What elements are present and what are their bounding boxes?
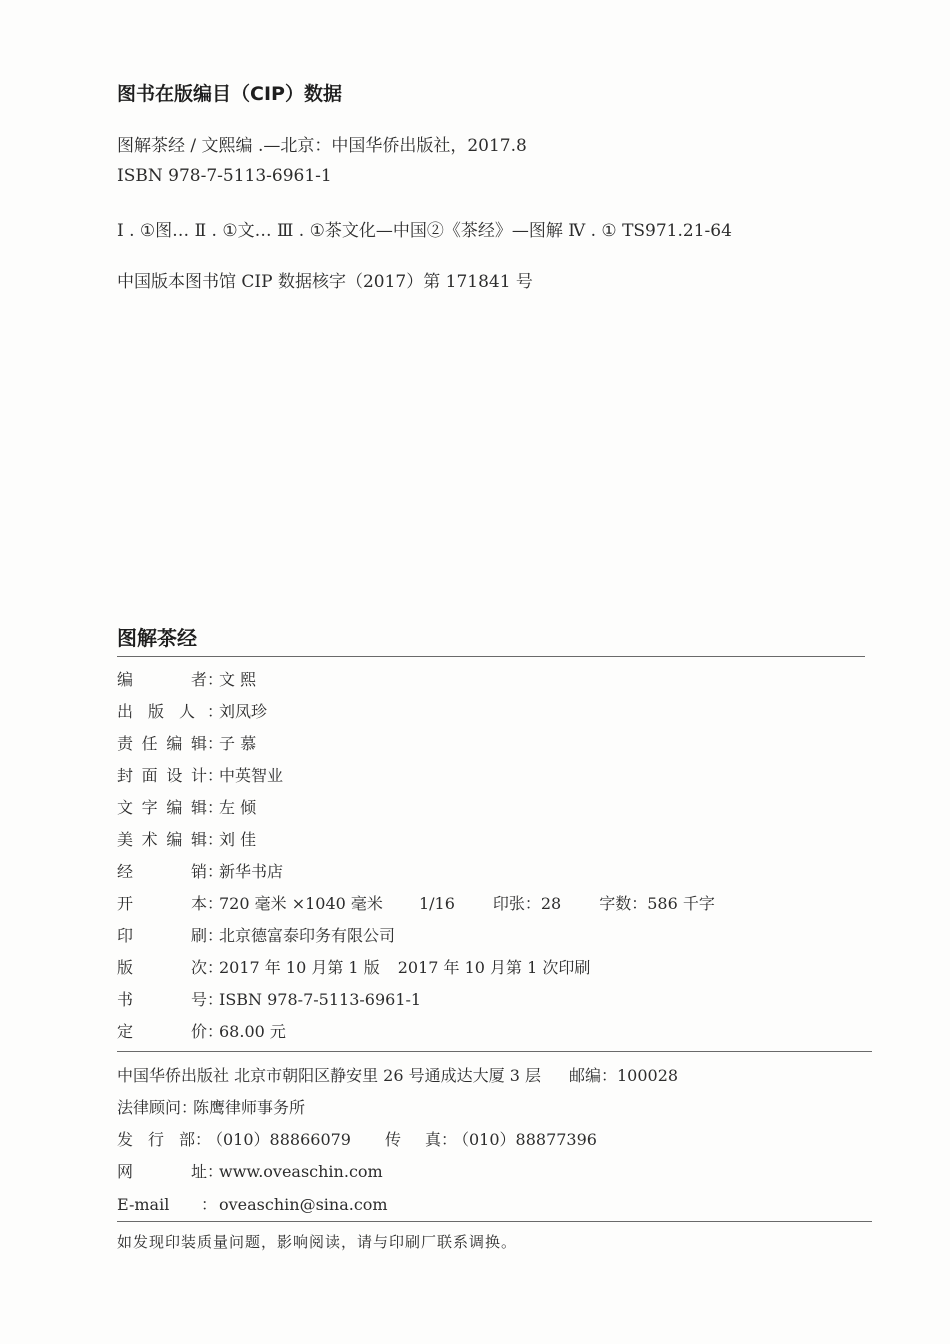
edition-value: 2017 年 10 月第 1 版: [219, 958, 380, 977]
email-row: E-mail ： oveaschin@sina.com: [117, 1195, 388, 1214]
detail-label: 封面设计: [117, 766, 207, 785]
detail-value: 中英智业: [219, 766, 284, 785]
detail-value: ISBN 978-7-5113-6961-1: [219, 990, 422, 1009]
format-fold: 1/16: [418, 894, 455, 913]
detail-value: 新华书店: [219, 862, 284, 881]
fax-number: （010）88877396: [452, 1130, 597, 1149]
detail-value: 子 慕: [219, 734, 257, 753]
detail-row-distributor: 经销 ： 新华书店: [117, 859, 283, 882]
dept-label: 发行部: [117, 1130, 195, 1149]
quality-notice: 如发现印装质量问题，影响阅读，请与印刷厂联系调换。: [117, 1233, 518, 1251]
publisher-address-row: [117, 1063, 678, 1086]
publisher-rule: [117, 1051, 872, 1052]
website-row: 网址 ： www.oveaschin.com: [117, 1159, 383, 1182]
detail-value: 北京德富泰印务有限公司: [219, 926, 396, 945]
detail-label: 印刷: [117, 926, 207, 945]
detail-label: 文字编辑: [117, 798, 207, 817]
publisher-address: 中国华侨出版社 北京市朝阳区静安里 26 号通成达大厦 3 层: [117, 1066, 541, 1085]
cip-line-title: 图解茶经 / 文熙编 .—北京：中国华侨出版社，2017.8: [117, 136, 527, 156]
legal-counsel-row: 法律顾问 ： 陈鹰律师事务所: [117, 1095, 305, 1118]
notice-rule: [117, 1221, 872, 1222]
detail-row-edition: 版次 ： 2017 年 10 月第 1 版 2017 年 10 月第 1 次印刷: [117, 955, 590, 978]
detail-label: 责任编辑: [117, 734, 207, 753]
fax-label: 传 真: [384, 1130, 441, 1149]
detail-row-format: 开本 ： 720 毫米 ×1040 毫米 1/16 印张：28 字数：586 千字: [117, 891, 715, 914]
format-words: 字数：586 千字: [599, 894, 715, 913]
dept-phone: （010）88866079: [207, 1130, 351, 1149]
detail-row-cover-design: 封面设计 ： 中英智业: [117, 763, 283, 786]
cip-line-classification: Ⅰ . ①图… Ⅱ . ①文… Ⅲ . ①茶文化—中国②《茶经》—图解 Ⅳ . ① TS971.21-64: [117, 221, 732, 241]
detail-label: 书号: [117, 990, 207, 1009]
distribution-row: 发行部 ： （010）88866079 传 真 ： （010）88877396: [117, 1127, 597, 1150]
detail-label: 定价: [117, 1022, 207, 1041]
cip-line-record: 中国版本图书馆 CIP 数据核字（2017）第 171841 号: [117, 272, 533, 292]
cip-heading: 图书在版编目（CIP）数据: [117, 83, 342, 105]
printing-value: 2017 年 10 月第 1 次印刷: [397, 958, 591, 977]
detail-row-text-editor: 文字编辑 ： 左 倾: [117, 795, 256, 818]
detail-value: 刘 佳: [219, 830, 257, 849]
detail-value: 左 倾: [219, 798, 257, 817]
cip-line-isbn: ISBN 978-7-5113-6961-1: [117, 166, 332, 186]
detail-label: 开本: [117, 894, 207, 913]
detail-row-isbn: 书号 ： ISBN 978-7-5113-6961-1: [117, 987, 421, 1010]
format-size: 720 毫米 ×1040 毫米: [219, 894, 383, 913]
book-title: 图解茶经: [117, 626, 197, 650]
detail-label: 经销: [117, 862, 207, 881]
detail-row-price: 定价 ： 68.00 元: [117, 1019, 286, 1042]
email-label: E-mail: [117, 1195, 170, 1214]
detail-value: 文 熙: [219, 670, 257, 689]
web-label: 网址: [117, 1162, 207, 1181]
detail-row-printer: 印刷 ： 北京德富泰印务有限公司: [117, 923, 395, 946]
detail-label: 版次: [117, 958, 207, 977]
title-rule: [117, 656, 865, 657]
detail-row-editor: 编者 ： 文 熙: [117, 667, 256, 690]
detail-label: 美术编辑: [117, 830, 207, 849]
detail-label: 出版人: [117, 702, 195, 721]
detail-row-publisher-person: 出版人 ： 刘凤珍: [117, 699, 267, 722]
website-link[interactable]: www.oveaschin.com: [219, 1162, 383, 1181]
email-link[interactable]: oveaschin@sina.com: [219, 1195, 388, 1214]
detail-value: 刘凤珍: [219, 702, 268, 721]
detail-label: 编者: [117, 670, 207, 689]
publisher-postcode: 邮编：100028: [568, 1066, 679, 1085]
detail-row-responsible-editor: 责任编辑 ： 子 慕: [117, 731, 256, 754]
detail-row-art-editor: 美术编辑 ： 刘 佳: [117, 827, 256, 850]
legal-label: 法律顾问: [117, 1098, 182, 1117]
legal-value: 陈鹰律师事务所: [193, 1098, 306, 1117]
format-sheets: 印张：28: [492, 894, 562, 913]
detail-value: 68.00 元: [219, 1022, 286, 1041]
